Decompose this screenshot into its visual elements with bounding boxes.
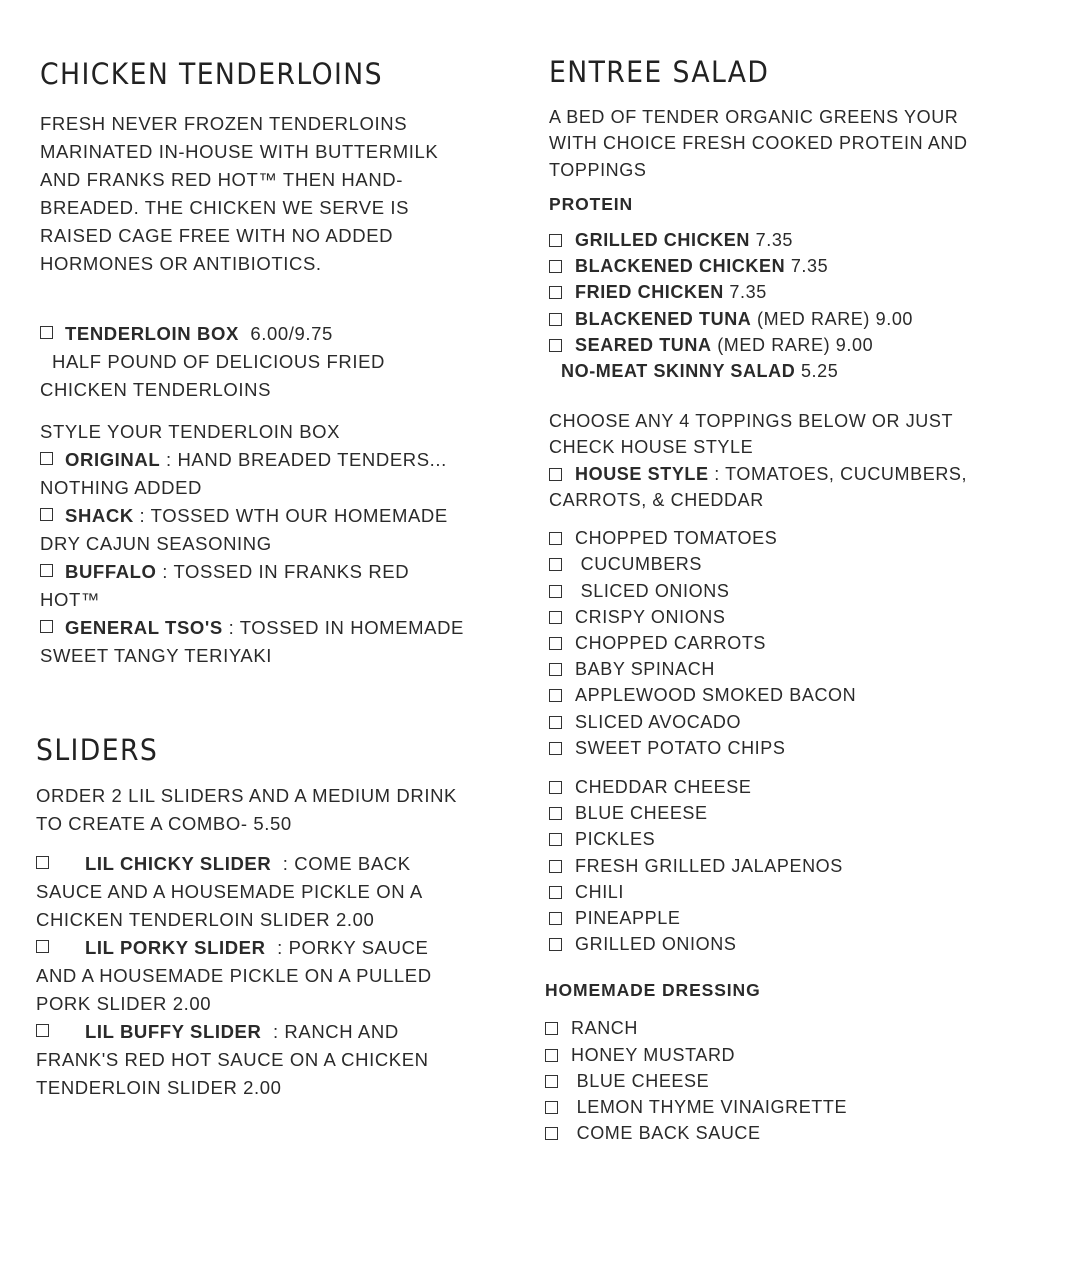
- desc-line: FRESH NEVER FROZEN TENDERLOINS: [40, 113, 408, 134]
- tenderloin-box-name: TENDERLOIN BOX: [65, 323, 239, 344]
- section-title-sliders: SLIDERS: [36, 733, 159, 767]
- style-option-buffalo: [40, 558, 510, 614]
- topping-checkbox[interactable]: [549, 833, 562, 846]
- topping-label: SLICED ONIONS: [575, 580, 730, 601]
- style-name: GENERAL TSO'S: [65, 617, 223, 638]
- desc-line: AND FRANKS RED HOT™ THEN HAND-: [40, 169, 404, 190]
- style-desc: : TOSSED WTH OUR HOMEMADE: [133, 505, 448, 526]
- style-name: ORIGINAL: [65, 449, 161, 470]
- topping-option: [549, 905, 1049, 931]
- tenderloin-box-price: 6.00/9.75: [250, 323, 333, 344]
- style-name: BUFFALO: [65, 561, 157, 582]
- dressing-option: [545, 1068, 1049, 1094]
- dressing-list: [545, 1015, 1049, 1146]
- buffalo-checkbox[interactable]: [40, 564, 53, 577]
- slider-item-porky: [36, 934, 510, 1018]
- slider-desc: : RANCH AND: [267, 1021, 399, 1042]
- slider-desc: SAUCE AND A HOUSEMADE PICKLE ON A: [36, 881, 423, 902]
- protein-name: GRILLED CHICKEN: [575, 229, 750, 250]
- topping-option: [549, 826, 1049, 852]
- dressing-label: BLUE CHEESE: [571, 1070, 710, 1091]
- slider-desc: FRANK'S RED HOT SAUCE ON A CHICKEN: [36, 1049, 429, 1070]
- topping-label: GRILLED ONIONS: [575, 934, 737, 955]
- desc-line: BREADED. THE CHICKEN WE SERVE IS: [40, 197, 410, 218]
- dressing-label: HONEY MUSTARD: [571, 1044, 736, 1065]
- protein-option: [549, 253, 1049, 279]
- topping-checkbox[interactable]: [549, 558, 562, 571]
- right-column: [545, 54, 1049, 1146]
- protein-name: BLACKENED CHICKEN: [575, 256, 786, 277]
- topping-label: CRISPY ONIONS: [575, 606, 726, 627]
- section-title-entree-salad: ENTREE SALAD: [549, 55, 770, 89]
- dressing-checkbox[interactable]: [545, 1101, 558, 1114]
- topping-checkbox[interactable]: [549, 781, 562, 794]
- topping-label: SWEET POTATO CHIPS: [575, 737, 786, 758]
- slider-name: LIL CHICKY SLIDER: [85, 853, 272, 874]
- protein-checkbox[interactable]: [549, 286, 562, 299]
- topping-label: FRESH GRILLED JALAPENOS: [575, 855, 843, 876]
- style-desc: : TOSSED IN HOMEMADE: [222, 617, 464, 638]
- topping-option: [549, 551, 1049, 577]
- style-heading: STYLE YOUR TENDERLOIN BOX: [40, 421, 341, 442]
- topping-label: CHOPPED TOMATOES: [575, 528, 778, 549]
- protein-detail: 7.35: [750, 229, 794, 250]
- style-desc: : TOSSED IN FRANKS RED: [156, 561, 410, 582]
- slider-desc: PORK SLIDER 2.00: [36, 993, 212, 1014]
- topping-option: [549, 578, 1049, 604]
- dressing-label: LEMON THYME VINAIGRETTE: [571, 1097, 848, 1118]
- topping-option: [549, 800, 1049, 826]
- dressing-option: [545, 1015, 1049, 1041]
- topping-label: PINEAPPLE: [575, 908, 681, 929]
- protein-detail: (MED RARE) 9.00: [751, 308, 914, 329]
- slider-desc: TENDERLOIN SLIDER 2.00: [36, 1077, 282, 1098]
- tenderloin-box-desc: CHICKEN TENDERLOINS: [40, 379, 272, 400]
- protein-option: [549, 332, 1049, 358]
- desc-line: HORMONES OR ANTIBIOTICS.: [40, 253, 322, 274]
- topping-option: [549, 682, 1049, 708]
- no-meat-price: 5.25: [795, 360, 839, 381]
- topping-checkbox[interactable]: [549, 689, 562, 702]
- porky-slider-checkbox[interactable]: [36, 940, 49, 953]
- protein-checkbox[interactable]: [549, 260, 562, 273]
- topping-label: CHILI: [575, 881, 625, 902]
- protein-name: FRIED CHICKEN: [575, 282, 724, 303]
- no-meat-name: NO-MEAT SKINNY SALAD: [561, 360, 796, 381]
- desc-line: RAISED CAGE FREE WITH NO ADDED: [40, 225, 394, 246]
- dressing-checkbox[interactable]: [545, 1075, 558, 1088]
- protein-checkbox[interactable]: [549, 313, 562, 326]
- topping-label: CUCUMBERS: [575, 554, 703, 575]
- tenderloin-box-item: [40, 320, 510, 404]
- tenderloin-box-desc: HALF POUND OF DELICIOUS FRIED: [52, 351, 385, 372]
- style-desc: HOT™: [40, 589, 100, 610]
- topping-checkbox[interactable]: [549, 860, 562, 873]
- topping-label: APPLEWOOD SMOKED BACON: [575, 685, 857, 706]
- topping-checkbox[interactable]: [549, 663, 562, 676]
- topping-checkbox[interactable]: [549, 807, 562, 820]
- topping-label: CHOPPED CARROTS: [575, 633, 767, 654]
- protein-heading: PROTEIN: [549, 193, 634, 214]
- topping-option: [549, 709, 1049, 735]
- style-option-general-tsos: [40, 614, 510, 670]
- style-desc: SWEET TANGY TERIYAKI: [40, 645, 273, 666]
- tenderloins-description: [40, 110, 510, 278]
- desc-line: MARINATED IN-HOUSE WITH BUTTERMILK: [40, 141, 439, 162]
- desc-line: TOPPINGS: [549, 159, 647, 180]
- protein-detail: 7.35: [785, 256, 829, 277]
- topping-checkbox[interactable]: [549, 585, 562, 598]
- topping-checkbox[interactable]: [549, 742, 562, 755]
- slider-item-chicky: [36, 850, 510, 934]
- protein-detail: (MED RARE) 9.00: [711, 334, 874, 355]
- protein-checkbox[interactable]: [549, 339, 562, 352]
- protein-name: BLACKENED TUNA: [575, 308, 752, 329]
- dressing-checkbox[interactable]: [545, 1049, 558, 1062]
- dressing-label: RANCH: [571, 1018, 639, 1039]
- topping-checkbox[interactable]: [549, 938, 562, 951]
- house-style-checkbox[interactable]: [549, 468, 562, 481]
- slider-desc: CHICKEN TENDERLOIN SLIDER 2.00: [36, 909, 375, 930]
- protein-option: [549, 227, 1049, 253]
- sliders-intro: ORDER 2 LIL SLIDERS AND A MEDIUM DRINK: [36, 785, 457, 806]
- toppings-list-b: [549, 774, 1049, 957]
- toppings-intro: CHECK HOUSE STYLE: [549, 437, 754, 458]
- general-tsos-checkbox[interactable]: [40, 620, 53, 633]
- dressing-option: [545, 1094, 1049, 1120]
- dressing-option: [545, 1042, 1049, 1068]
- topping-option: [549, 774, 1049, 800]
- desc-line: WITH CHOICE FRESH COOKED PROTEIN AND: [549, 133, 968, 154]
- house-style-option: [549, 461, 1049, 487]
- protein-checkbox[interactable]: [549, 234, 562, 247]
- slider-desc: : PORKY SAUCE: [271, 937, 429, 958]
- toppings-intro: CHOOSE ANY 4 TOPPINGS BELOW OR JUST: [549, 411, 954, 432]
- slider-desc: AND A HOUSEMADE PICKLE ON A PULLED: [36, 965, 432, 986]
- topping-checkbox[interactable]: [549, 716, 562, 729]
- house-style-desc: : TOMATOES, CUCUMBERS,: [708, 463, 968, 484]
- dressing-heading: HOMEMADE DRESSING: [545, 980, 761, 1001]
- topping-label: PICKLES: [575, 829, 656, 850]
- slider-item-buffy: [36, 1018, 510, 1102]
- section-title-tenderloins: CHICKEN TENDERLOINS: [40, 57, 383, 91]
- slider-name: LIL BUFFY SLIDER: [85, 1021, 262, 1042]
- salad-description: [549, 104, 1049, 183]
- style-desc: DRY CAJUN SEASONING: [40, 533, 272, 554]
- topping-option: [549, 656, 1049, 682]
- topping-option: [549, 879, 1049, 905]
- topping-option: [549, 525, 1049, 551]
- topping-option: [549, 604, 1049, 630]
- protein-list: [549, 227, 1049, 384]
- dressing-label: COME BACK SAUCE: [571, 1123, 761, 1144]
- dressing-checkbox[interactable]: [545, 1127, 558, 1140]
- protein-option: [549, 306, 1049, 332]
- slider-name: LIL PORKY SLIDER: [85, 937, 266, 958]
- topping-checkbox[interactable]: [549, 532, 562, 545]
- toppings-list-a: [549, 525, 1049, 761]
- style-desc: : HAND BREADED TENDERS...: [160, 449, 447, 470]
- tenderloin-box-checkbox[interactable]: [40, 326, 53, 339]
- slider-desc: : COME BACK: [277, 853, 411, 874]
- left-column: [36, 56, 510, 1102]
- dressing-option: [545, 1120, 1049, 1146]
- style-option-original: [40, 446, 510, 502]
- topping-checkbox[interactable]: [549, 637, 562, 650]
- topping-checkbox[interactable]: [549, 886, 562, 899]
- house-style-desc: CARROTS, & CHEDDAR: [549, 489, 764, 510]
- topping-option: [549, 630, 1049, 656]
- style-name: SHACK: [65, 505, 134, 526]
- style-option-shack: [40, 502, 510, 558]
- original-checkbox[interactable]: [40, 452, 53, 465]
- topping-checkbox[interactable]: [549, 912, 562, 925]
- topping-label: BLUE CHEESE: [575, 803, 708, 824]
- no-meat-option: [549, 358, 1049, 384]
- topping-label: SLICED AVOCADO: [575, 711, 742, 732]
- sliders-intro: TO CREATE A COMBO- 5.50: [36, 813, 292, 834]
- house-style-name: HOUSE STYLE: [575, 463, 709, 484]
- protein-detail: 7.35: [723, 282, 767, 303]
- buffy-slider-checkbox[interactable]: [36, 1024, 49, 1037]
- topping-option: [549, 853, 1049, 879]
- topping-label: BABY SPINACH: [575, 659, 715, 680]
- topping-label: CHEDDAR CHEESE: [575, 777, 752, 798]
- shack-checkbox[interactable]: [40, 508, 53, 521]
- dressing-checkbox[interactable]: [545, 1022, 558, 1035]
- desc-line: A BED OF TENDER ORGANIC GREENS YOUR: [549, 107, 959, 127]
- chicky-slider-checkbox[interactable]: [36, 856, 49, 869]
- protein-option: [549, 279, 1049, 305]
- topping-checkbox[interactable]: [549, 611, 562, 624]
- topping-option: [549, 735, 1049, 761]
- topping-option: [549, 931, 1049, 957]
- protein-name: SEARED TUNA: [575, 334, 712, 355]
- style-desc: NOTHING ADDED: [40, 477, 202, 498]
